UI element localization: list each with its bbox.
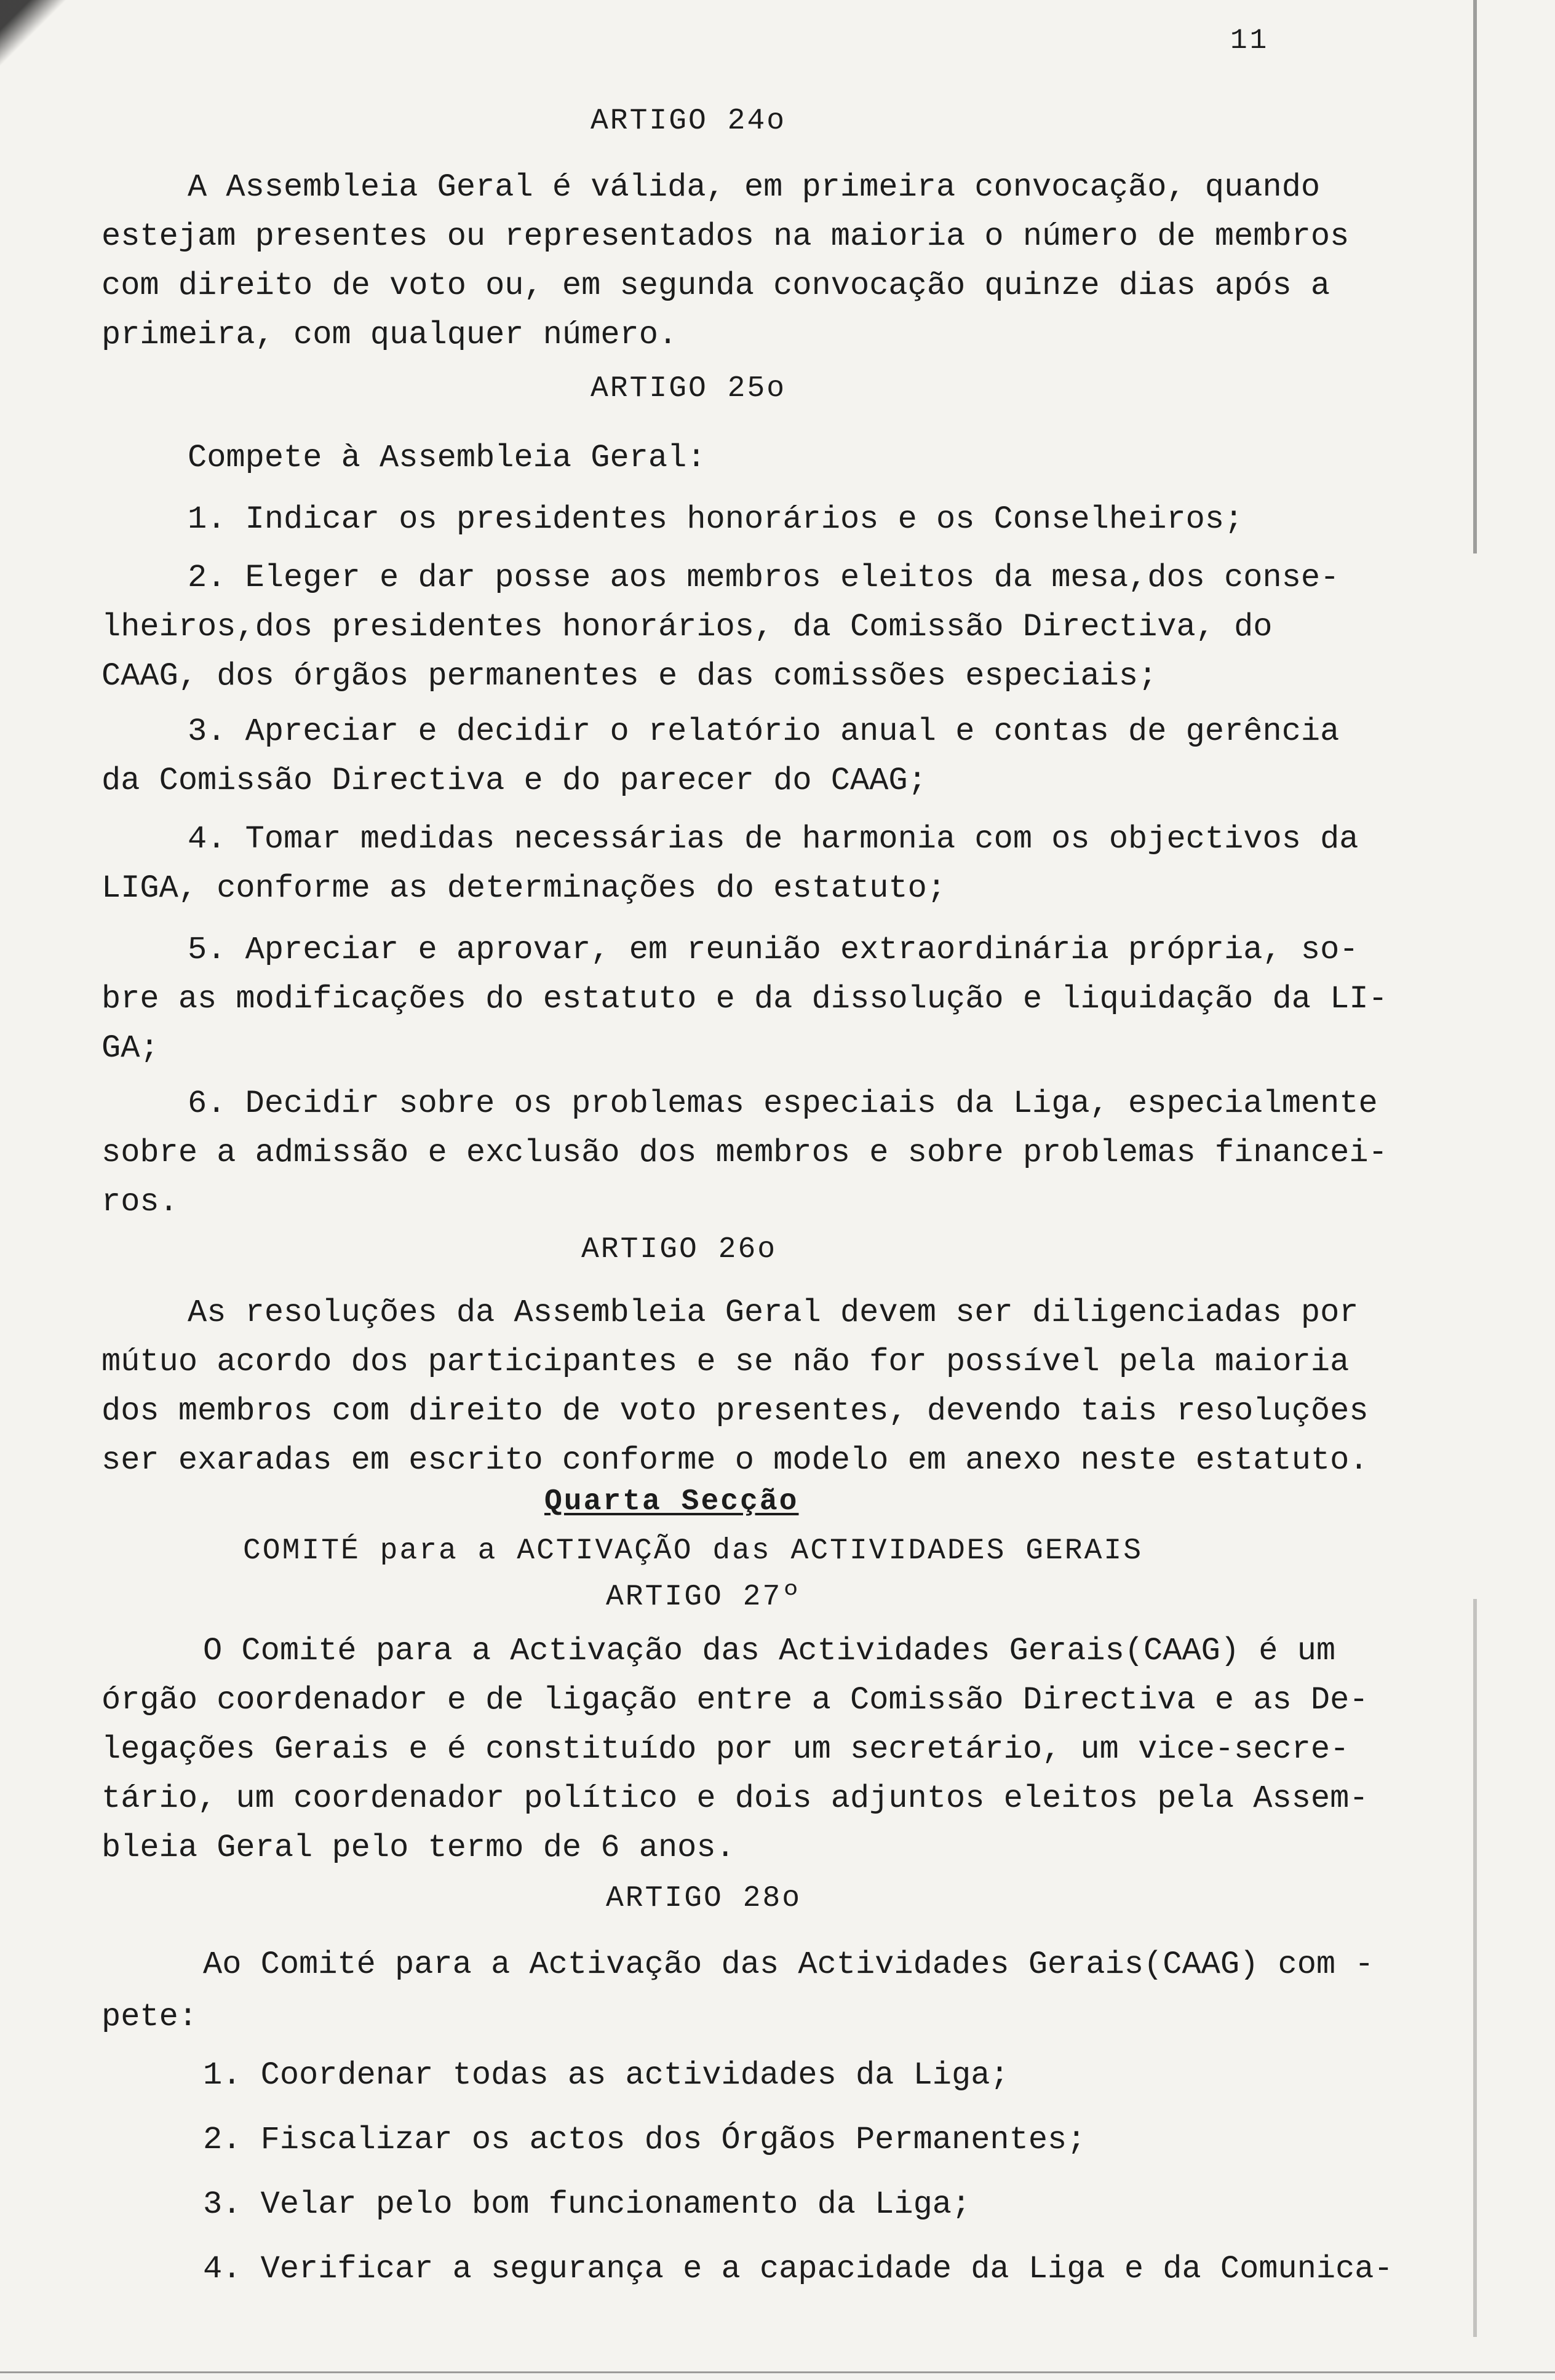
art25-item-6-line-1: 6. Decidir sobre os problemas especiais da Liga, especialmente <box>188 1085 1378 1122</box>
art25-item-5-line-2: bre as modificações do estatuto e da dissolução e liquidação da LI- <box>101 981 1388 1017</box>
art25-item-4-line-1: 4. Tomar medidas necessárias de harmonia com os objectivos da <box>188 821 1359 857</box>
art25-item-1: 1. Indicar os presidentes honorários e os Conselheiros; <box>188 501 1244 537</box>
art25-item-5-line-1: 5. Apreciar e aprovar, em reunião extraordinária própria, so- <box>188 932 1359 968</box>
art26-line-2: mútuo acordo dos participantes e se não for possível pela maioria <box>101 1344 1350 1380</box>
art25-item-4-line-2: LIGA, conforme as determinações do estatuto; <box>101 870 947 906</box>
art27-line-2: órgão coordenador e de ligação entre a Comissão Directiva e as De- <box>101 1682 1369 1718</box>
art28-item-4: 4. Verificar a segurança e a capacidade da Liga e da Comunica- <box>203 2251 1393 2287</box>
art25-item-6-line-2: sobre a admissão e exclusão dos membros e sobre problemas financei- <box>101 1135 1388 1171</box>
art25-item-2-line-1: 2. Eleger e dar posse aos membros eleitos da mesa,dos conse- <box>188 560 1340 596</box>
art25-item-6-line-3: ros. <box>101 1184 178 1220</box>
art25-item-5-line-3: GA; <box>101 1030 159 1066</box>
art26-line-1: As resoluções da Assembleia Geral devem ser diligenciadas por <box>188 1295 1359 1331</box>
art26-line-4: ser exaradas em escrito conforme o modelo em anexo neste estatuto. <box>101 1442 1369 1478</box>
scan-bottom-edge <box>0 2371 1555 2373</box>
art24-line-1: A Assembleia Geral é válida, em primeira convocação, quando <box>188 169 1321 205</box>
art25-item-3-line-2: da Comissão Directiva e do parecer do CAAG; <box>101 763 927 799</box>
art25-intro: Compete à Assembleia Geral: <box>188 440 706 476</box>
art27-line-3: legações Gerais e é constituído por um secretário, um vice-secre- <box>101 1731 1350 1767</box>
art28-item-1: 1. Coordenar todas as actividades da Liga; <box>203 2057 1009 2093</box>
scan-edge-mark <box>1473 0 1477 553</box>
art26-line-3: dos membros com direito de voto presentes, devendo tais resoluções <box>101 1393 1369 1429</box>
art24-line-4: primeira, com qualquer número. <box>101 317 678 353</box>
article-28-heading: ARTIGO 28o <box>606 1882 802 1915</box>
art25-item-2-line-2: lheiros,dos presidentes honorários, da Comissão Directiva, do <box>101 609 1273 645</box>
art24-line-2: estejam presentes ou representados na maioria o número de membros <box>101 218 1350 255</box>
art28-intro-line-1: Ao Comité para a Activação das Actividades Gerais(CAAG) com - <box>203 1946 1374 1983</box>
article-26-heading: ARTIGO 26o <box>581 1233 778 1266</box>
article-27-heading: ARTIGO 27º <box>606 1581 802 1614</box>
scan-edge-mark-lower <box>1473 1599 1477 2337</box>
art28-item-3: 3. Velar pelo bom funcionamento da Liga; <box>203 2186 971 2223</box>
art27-line-5: bleia Geral pelo termo de 6 anos. <box>101 1830 735 1866</box>
article-25-heading: ARTIGO 25o <box>591 372 787 405</box>
art28-intro-line-2: pete: <box>101 1999 198 2035</box>
section-title: Quarta Secção <box>544 1485 799 1518</box>
art25-item-3-line-1: 3. Apreciar e decidir o relatório anual e contas de gerência <box>188 713 1340 750</box>
art27-line-1: O Comité para a Activação das Actividades Gerais(CAAG) é um <box>203 1633 1336 1669</box>
page-number: 11 <box>1230 25 1270 57</box>
art25-item-2-line-3: CAAG, dos órgãos permanentes e das comissões especiais; <box>101 658 1158 694</box>
article-24-heading: ARTIGO 24o <box>591 105 787 138</box>
art28-item-2: 2. Fiscalizar os actos dos Órgãos Permanentes; <box>203 2122 1086 2158</box>
art24-line-3: com direito de voto ou, em segunda convocação quinze dias após a <box>101 268 1330 304</box>
scan-corner-mark <box>0 0 74 92</box>
section-subtitle: COMITÉ para a ACTIVAÇÃO das ACTIVIDADES GERAIS <box>243 1534 1143 1568</box>
art27-line-4: tário, um coordenador político e dois adjuntos eleitos pela Assem- <box>101 1780 1369 1817</box>
